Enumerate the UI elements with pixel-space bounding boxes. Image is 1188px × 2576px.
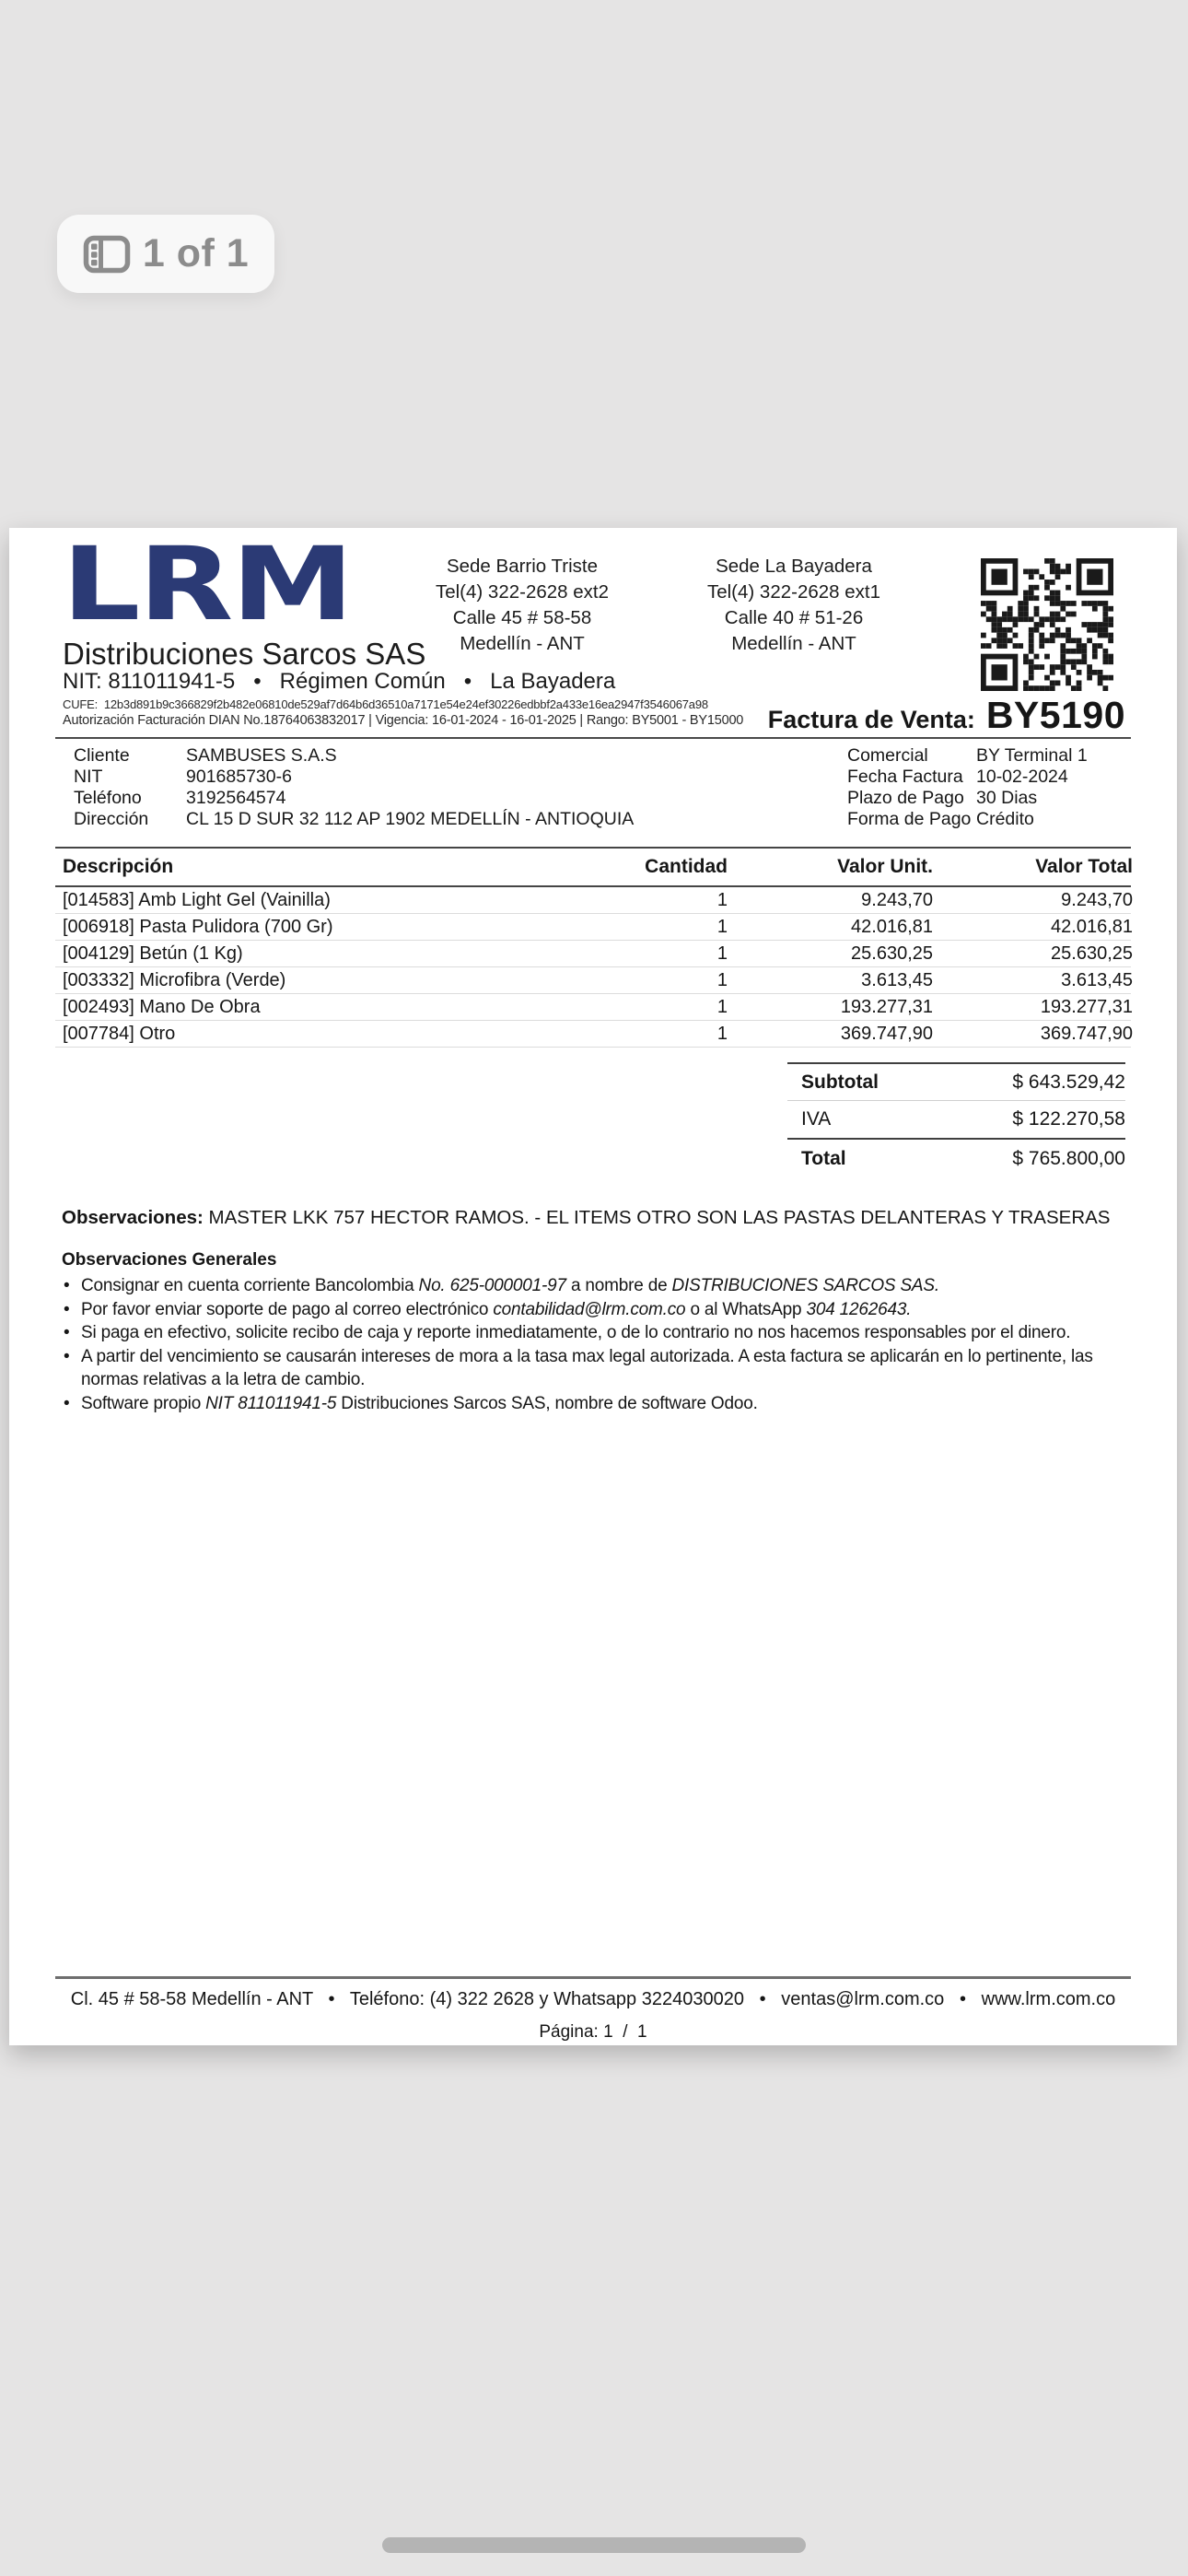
bullet-dot-icon: • [64,1276,70,1295]
observation-text-segment: Software propio [81,1393,206,1413]
general-observations-title: Observaciones Generales [62,1250,277,1270]
invoice-meta-field [847,788,1125,809]
item-amount-cell: 3.613,45 [1061,970,1133,990]
item-description-cell: [014583] Amb Light Gel (Vainilla) [63,890,331,910]
invoice-number-value: BY5190 [985,694,1125,736]
observation-text-segment: Por favor enviar soporte de pago al correo electrónico [81,1299,494,1319]
observation-text-segment: 304 1262643. [806,1299,912,1319]
totals-row [787,1140,1125,1178]
item-amount-cell: 1 [716,1024,728,1044]
branch-address-line: Medellín - ANT [460,633,585,654]
items-table [55,847,1131,1048]
invoice-number-line [768,694,1125,737]
header-divider [55,737,1131,739]
totals-table [787,1062,1125,1178]
client-field [74,809,634,830]
qr-code [981,558,1113,691]
observation-text-segment: A partir del vencimiento se causarán intereses de mora a la tasa max legal autorizada. A esta factura se aplicarán en lo pertinente, las normas relativas a la letra de cambio. [81,1346,1093,1389]
table-row [55,967,1131,994]
item-amount-cell: 1 [716,890,728,910]
observation-bullet [62,1321,1122,1345]
client-info-block [74,745,634,830]
invoice-meta-block [847,745,1125,830]
observation-text-segment: No. 625-000001-97 [418,1276,566,1295]
client-field-label: Teléfono [74,788,142,808]
table-row [55,1021,1131,1048]
client-field-value: CL 15 D SUR 32 112 AP 1902 MEDELLÍN - ANTIOQUIA [186,809,635,829]
invoice-meta-field [847,767,1125,788]
invoice-meta-field-label: Fecha Factura [847,767,963,787]
observation-bullet [62,1345,1122,1392]
item-amount-cell: 1 [716,970,728,990]
item-amount-cell: 25.630,25 [851,943,933,964]
table-row [55,941,1131,967]
invoice-meta-field-value: Crédito [976,809,1034,829]
invoice-document [9,525,1177,2045]
observation-text-segment: Distribuciones Sarcos SAS, nombre de software Odoo. [336,1393,758,1413]
invoice-meta-field [847,809,1125,830]
item-description-cell: [002493] Mano De Obra [63,997,261,1017]
branch-address-line: Tel(4) 322-2628 ext2 [435,581,610,603]
company-nit-line: NIT: 811011941-5 • Régimen Común • La Bayadera [63,669,616,694]
totals-value: $ 765.800,00 [1012,1148,1125,1169]
table-row [55,887,1131,914]
totals-row [787,1101,1125,1140]
home-indicator[interactable] [382,2537,806,2553]
observation-bullet [62,1298,1122,1322]
branch-address-line: Medellín - ANT [731,633,856,654]
observation-text-segment: o al WhatsApp [685,1299,807,1319]
branch-address-line: Tel(4) 322-2628 ext1 [706,581,881,603]
bullet-dot-icon: • [64,1393,70,1413]
item-description-cell: [006918] Pasta Pulidora (700 Gr) [63,917,333,937]
item-amount-cell: 1 [716,943,728,964]
totals-label: IVA [801,1108,832,1130]
item-amount-cell: 3.613,45 [861,970,933,990]
invoice-meta-field-label: Forma de Pago [847,809,972,829]
dian-authorization-line: Autorización Facturación DIAN No.18764063832017 | Vigencia: 16-01-2024 - 16-01-2025 | Rango: BY5001 - BY15000 [63,713,744,728]
item-amount-cell: 193.277,31 [840,997,933,1017]
item-amount-cell: 25.630,25 [1051,943,1133,964]
footer-divider [55,1976,1131,1979]
company-logo: LRM [62,525,353,643]
bullet-dot-icon: • [64,1323,70,1342]
items-column-header: Descripción [63,856,174,877]
totals-row [787,1062,1125,1101]
table-row [55,914,1131,941]
footer-page-value: 1 / 1 [603,2022,647,2042]
client-field-value: 901685730-6 [186,767,292,787]
footer-page-label: Página: [539,2022,599,2042]
client-field-label: NIT [74,767,103,787]
branch-address-line: Calle 40 # 51-26 [724,607,864,628]
client-field-value: 3192564574 [186,788,286,808]
document-footer [55,1976,1131,2043]
item-amount-cell: 42.016,81 [1051,917,1133,937]
bullet-dot-icon: • [64,1299,70,1319]
branch-address-line: Sede Barrio Triste [446,556,599,577]
items-table-body [55,887,1131,1048]
item-amount-cell: 9.243,70 [1061,890,1133,910]
client-field-label: Cliente [74,745,130,766]
totals-value: $ 122.270,58 [1012,1108,1125,1130]
client-field [74,745,634,767]
page-thumbnails-icon [83,235,131,274]
item-amount-cell: 9.243,70 [861,890,933,910]
client-field-value: SAMBUSES S.A.S [186,745,337,766]
item-description-cell: [003332] Microfibra (Verde) [63,970,286,990]
items-column-header: Valor Total [1035,856,1133,877]
cufe-line: CUFE: 12b3d891b9c366829f2b482e06810de529af7d64b6d36510a7171e54e24ef30226edbbf2a433e16ea2947f3546067a98 [63,697,708,711]
invoice-meta-field-label: Comercial [847,745,928,766]
item-description-cell: [004129] Betún (1 Kg) [63,943,243,964]
item-amount-cell: 369.747,90 [840,1024,933,1044]
client-field [74,788,634,809]
item-amount-cell: 1 [716,917,728,937]
branch-barrio-triste [412,554,633,657]
totals-label: Total [801,1148,846,1169]
invoice-meta-field-value: BY Terminal 1 [976,745,1088,766]
items-table-header [55,847,1131,887]
invoice-meta-field-value: 10-02-2024 [976,767,1068,787]
totals-label: Subtotal [801,1071,879,1093]
footer-contact-line: Cl. 45 # 58-58 Medellín - ANT • Teléfono: (4) 322 2628 y Whatsapp 3224030020 • ventas@lrm.com.co • www.lrm.com.co [70,1989,1116,2009]
observation-text-segment: DISTRIBUCIONES SARCOS SAS. [671,1276,939,1295]
item-amount-cell: 369.747,90 [1040,1024,1133,1044]
branch-address-line: Sede La Bayadera [716,556,872,577]
table-row [55,994,1131,1021]
observation-text-segment: Consignar en cuenta corriente Bancolombia [81,1276,419,1295]
observations-label: Observaciones: [62,1207,204,1228]
item-description-cell: [007784] Otro [63,1024,176,1044]
totals-value: $ 643.529,42 [1012,1071,1125,1093]
invoice-meta-field-label: Plazo de Pago [847,788,964,808]
observation-bullet [62,1392,1122,1416]
invoice-meta-field [847,745,1125,767]
footer-page-number [55,2022,1131,2043]
observation-text-segment: contabilidad@lrm.com.co [493,1299,686,1319]
company-name: Distribuciones Sarcos SAS [63,637,426,671]
item-amount-cell: 42.016,81 [851,917,933,937]
client-field-label: Dirección [74,809,149,829]
items-column-header: Valor Unit. [837,856,933,877]
observation-text-segment: a nombre de [565,1276,672,1295]
invoice-number-label: Factura de Venta: [767,706,975,733]
client-field [74,767,634,788]
observation-bullet [62,1274,1122,1298]
general-observations-list [62,1274,1122,1415]
items-column-header: Cantidad [645,856,728,877]
branch-la-bayadera [683,554,904,657]
observations-value: MASTER LKK 757 HECTOR RAMOS. - EL ITEMS OTRO SON LAS PASTAS DELANTERAS Y TRASERAS [208,1207,1111,1228]
bullet-dot-icon: • [64,1346,70,1366]
observation-text-segment: Si paga en efectivo, solicite recibo de caja y reporte inmediatamente, o de lo contrario no nos hacemos responsables por el dinero. [81,1323,1071,1342]
observations-line [62,1207,1131,1229]
item-amount-cell: 1 [716,997,728,1017]
invoice-meta-field-value: 30 Dias [976,788,1038,808]
page-indicator-label: 1 of 1 [142,231,250,275]
observation-text-segment: NIT 811011941-5 [205,1393,337,1413]
branch-address-line: Calle 45 # 58-58 [452,607,592,628]
page-indicator-badge[interactable] [57,215,274,293]
item-amount-cell: 193.277,31 [1040,997,1133,1017]
